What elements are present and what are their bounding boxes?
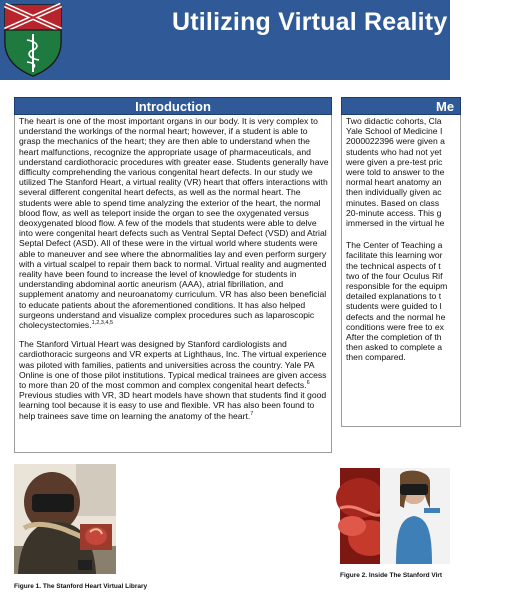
figure-2-caption: Figure 2. Inside The Stanford Virt: [340, 572, 443, 579]
methods-paragraph-1: [346, 116, 450, 228]
poster-title: Utilizing Virtual Reality to Te: [172, 8, 513, 36]
methods-line: After the completion of th: [346, 332, 442, 343]
methods-line: conditions were free to ex: [346, 321, 444, 332]
intro-citation-2: 6: [306, 380, 310, 387]
methods-line: defects and the normal he: [346, 311, 446, 322]
methods-line: responsible for the equipm: [346, 281, 448, 292]
methods-line: students were guided to l: [346, 301, 442, 312]
introduction-body: [19, 116, 329, 430]
methods-line: 20-minute access. This g: [346, 207, 442, 218]
methods-body: [346, 116, 450, 372]
methods-line: then compared.: [346, 352, 406, 363]
methods-line: Yale School of Medicine I: [346, 126, 443, 137]
intro-citation-1: 1,2,3,4,5: [91, 320, 114, 327]
poster-header: [0, 0, 513, 80]
intro-paragraph-2: [19, 339, 329, 421]
intro-paragraph-1: [19, 116, 329, 330]
figure-1-caption: Figure 1. The Stanford Heart Virtual Library: [14, 583, 148, 590]
introduction-heading: Introduction: [14, 97, 332, 115]
intro-paragraph-1-text: The heart is one of the most important organs in our body. It is very complex to understand the workings of the normal heart; however, if a student is able to grasp the mechanics of the heart; they are then able to understand when the heart malfunctions, recognize the appropriate usage of pharmaceuticals, and understand cardiothoracic procedures with greater ease. Students generally have difficulty comprehending the various congenital heart defects. In our study we utilized The Stanford Heart, a virtual reality (VR) heart that offers interactions with several different congenital heart defects, as well as the normal heart. The students were able to spend time analyzing the exterior of the heart, the normal blood flow, as well as teleport inside the organ to see the oxygenated versus deoxygenated blood flow. A few of the models that students were able to delve into were congenital heart defects such as Ventral Septal Defect (VSD) and Atrial Septal Defect (ASD). All of these were in the virtual world where students were able to maneuver and see where the abnormalities lay and even perform surgery with a virtual scalpel to repair them back to normal. Virtual reality and augmented reality have been found to increase the level of knowledge for students in understanding abdominal aortic aneurism (AAA), atrial fibrillation, and supplement anatomy and neuroanatomy curriculum. VR has also been beneficial to educate patients about the aforementioned conditions. It has also helped surgeons understand and visualize complex procedures such as laparoscopic cholecystectomies.: [19, 116, 329, 331]
methods-line: then asked to complete a: [346, 342, 443, 353]
methods-line: were told to answer to the: [346, 167, 445, 178]
methods-line: normal heart anatomy an: [346, 177, 442, 188]
methods-line: minutes. Based on class: [346, 197, 440, 208]
figure-1-photo: [14, 464, 116, 574]
intro-paragraph-2-text: The Stanford Virtual Heart was designed by Stanford cardiologists and cardiothoracic surgeons and VR experts at Lighthaus, Inc. The virtual experience was piloted with families, patients and universities across the country. Yale PA Online is one of those pilot institutions. Typical medical trainees are given access to more than 20 of the most common and complex congenital heart defects.: [19, 339, 327, 391]
methods-line: Two didactic cohorts, Cla: [346, 116, 442, 126]
methods-line: The Center of Teaching a: [346, 240, 443, 251]
methods-heading-text: Me: [436, 99, 455, 114]
methods-line: facilitate this learning wor: [346, 250, 443, 261]
methods-line: students who had not yet: [346, 146, 442, 157]
methods-line: were given a pre-test pric: [346, 156, 443, 167]
intro-citation-3: 7: [250, 410, 254, 417]
methods-line: then individually given ac: [346, 187, 442, 198]
yale-shield-logo: [2, 2, 64, 78]
methods-line: detailed explanations to t: [346, 291, 442, 302]
intro-paragraph-2-cont: Previous studies with VR, 3D heart models have shown that students find it good learning tool because it is easy to use and flexible. VR has also been found to help trainees save time on learning the anatomy of the heart.: [19, 390, 327, 421]
methods-paragraph-2: [346, 240, 450, 362]
methods-line: the technical aspects of t: [346, 260, 441, 271]
methods-line: immersed in the virtual he: [346, 218, 445, 229]
methods-line: two of the four Oculus Rif: [346, 270, 443, 281]
methods-line: 2000022396 were given a: [346, 136, 445, 147]
methods-heading: [341, 97, 461, 115]
figure-2-photo: [340, 468, 450, 564]
